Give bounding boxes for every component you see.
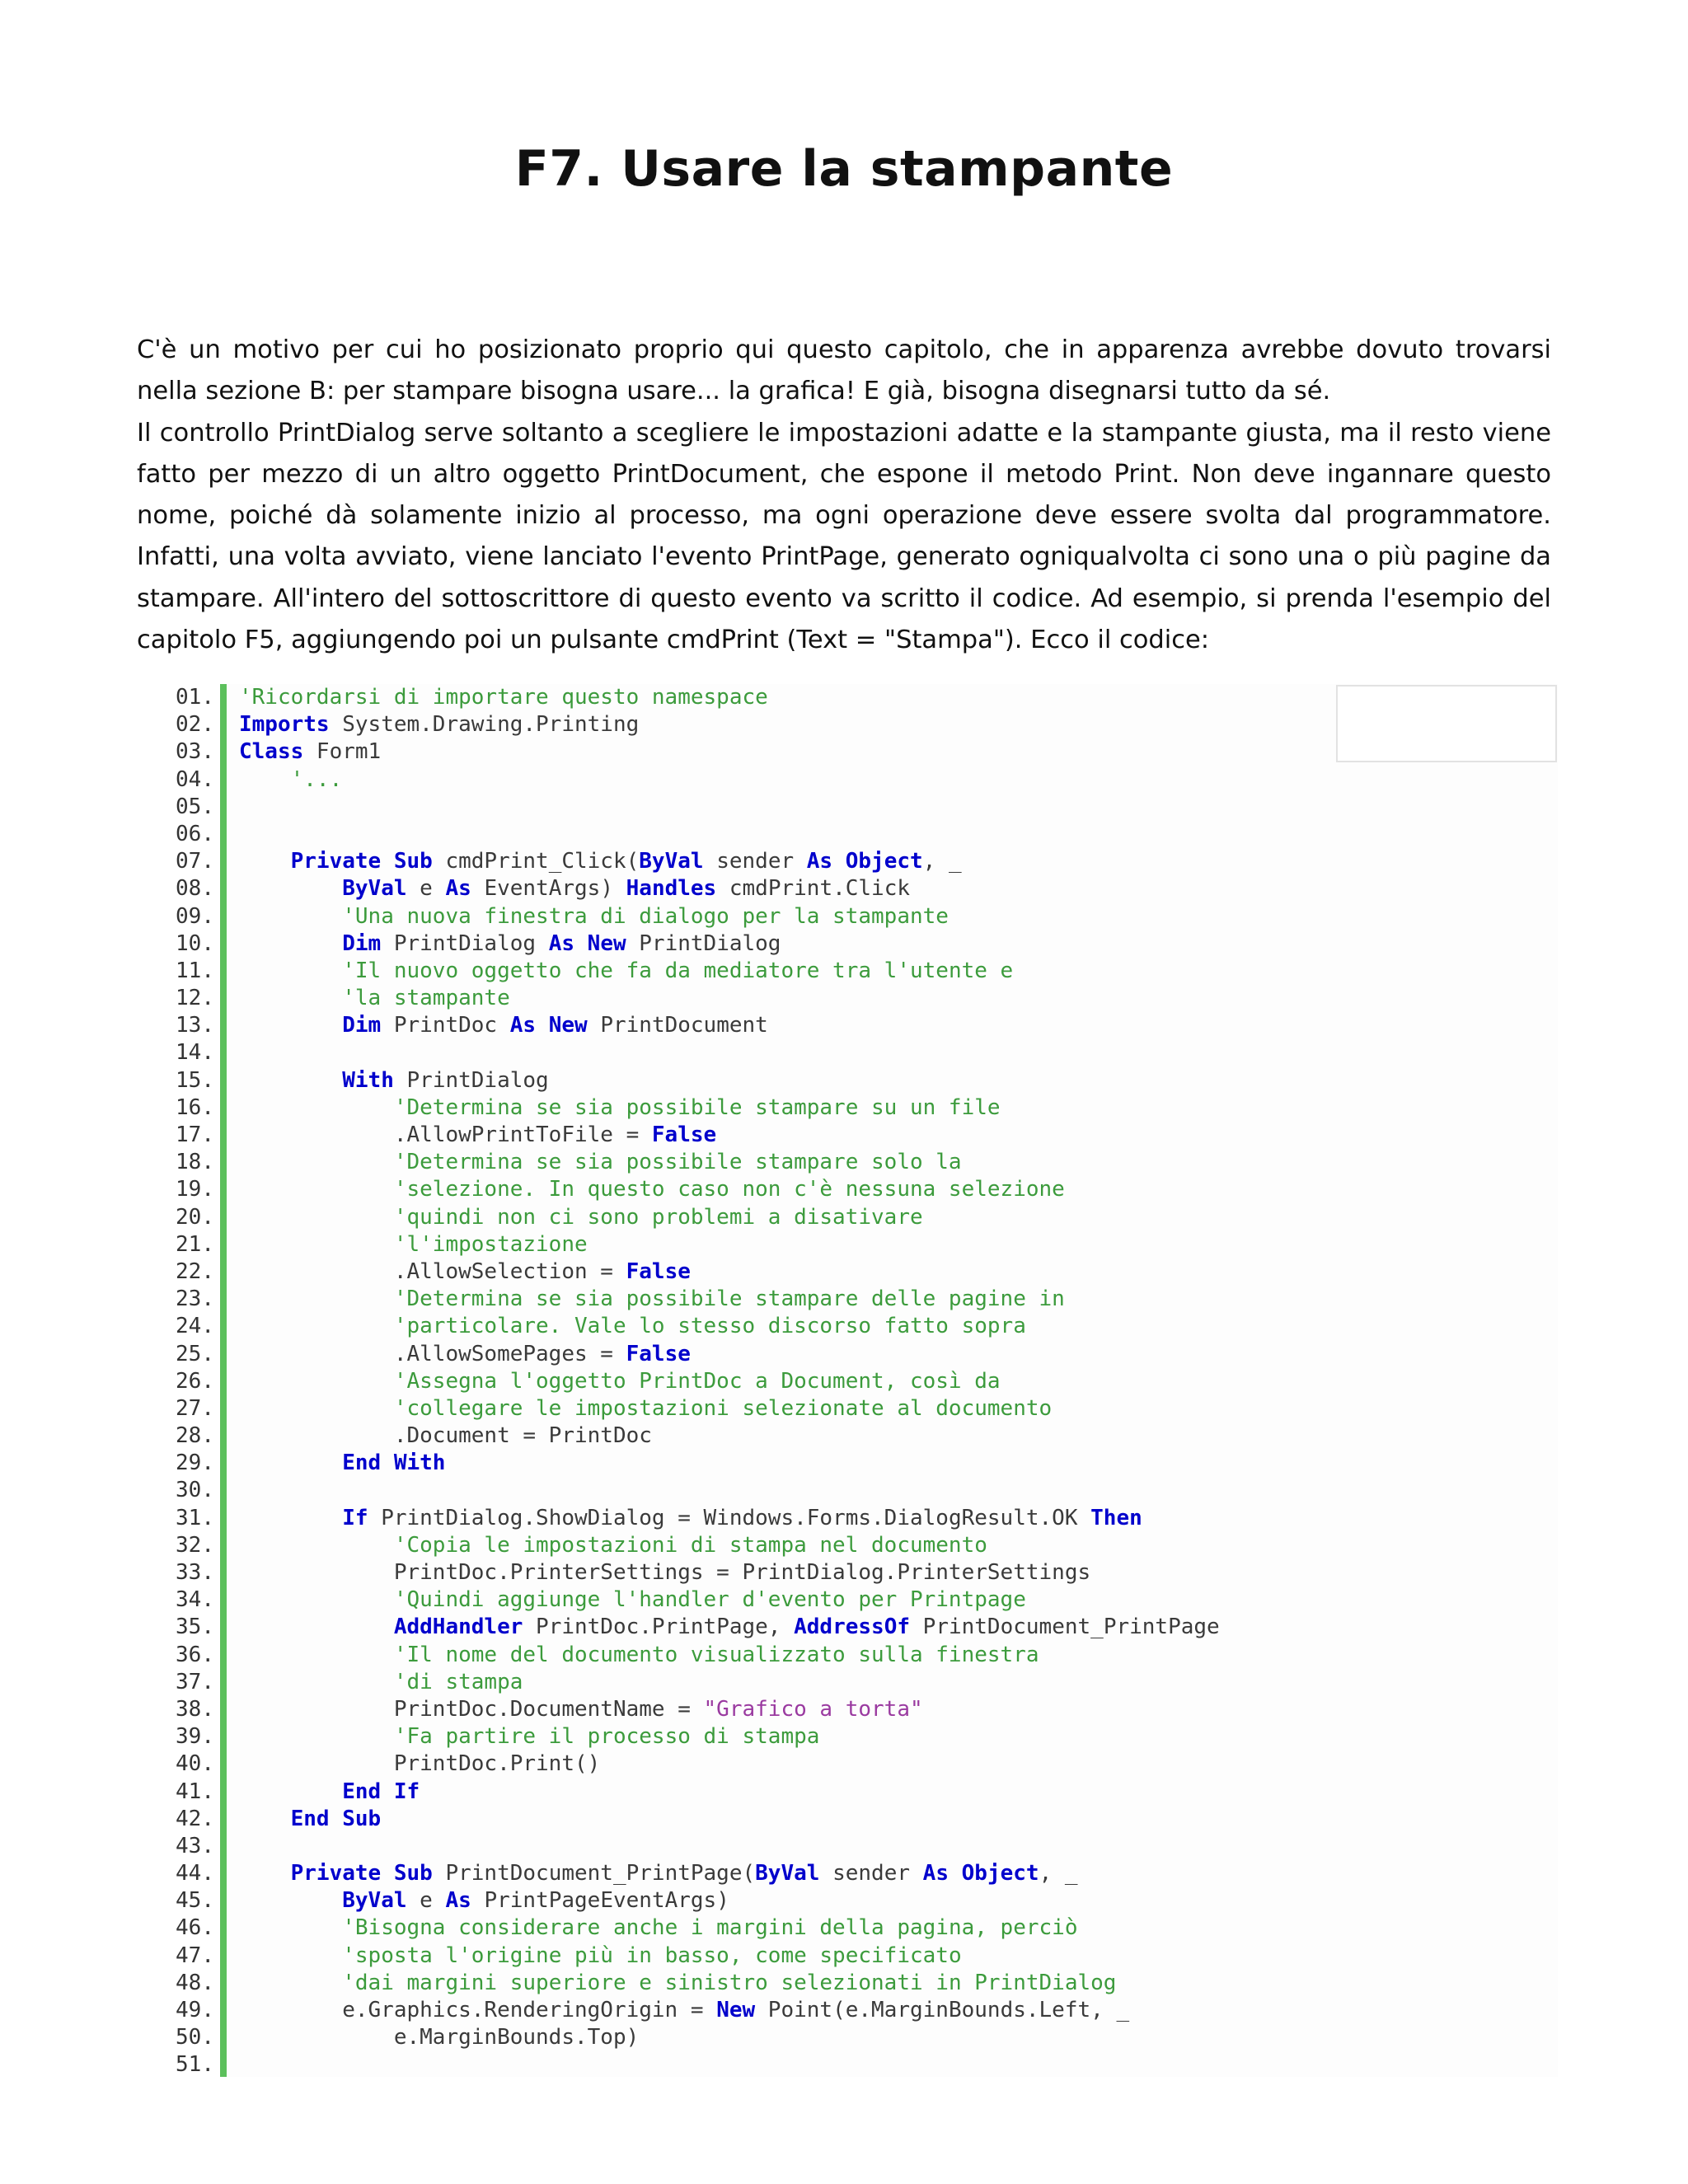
code-source <box>239 875 910 902</box>
code-text: PrintDocument <box>587 1013 768 1038</box>
code-source <box>239 1422 652 1450</box>
line-number: 10. <box>176 930 214 956</box>
code-text: PrintDoc <box>381 1013 510 1038</box>
line-number: 31. <box>176 1505 214 1530</box>
code-text: e <box>406 1888 446 1914</box>
line-number: 47. <box>176 1943 214 1968</box>
code-comment: 'Determina se sia possibile stampare solo la <box>393 1150 962 1175</box>
code-keyword: AddressOf <box>794 1615 911 1640</box>
code-text <box>239 931 342 956</box>
line-number: 14. <box>176 1040 214 1066</box>
code-source <box>239 684 768 711</box>
line-number: 29. <box>176 1451 214 1476</box>
line-number: 38. <box>176 1696 214 1722</box>
code-source <box>239 1559 1090 1586</box>
code-comment: 'Determina se sia possibile stampare su un file <box>393 1094 1001 1120</box>
code-text: PrintDoc.Print() <box>239 1751 601 1777</box>
code-comment: 'Bisogna considerare anche i margini della pagina, perciò <box>342 1915 1078 1941</box>
code-text: PrintDialog <box>626 930 781 956</box>
code-comment: 'l'impostazione <box>393 1231 588 1257</box>
code-keyword: As Object <box>922 1861 1039 1886</box>
code-text <box>239 1915 342 1940</box>
line-number: 13. <box>176 1013 214 1038</box>
line-number: 22. <box>176 1258 214 1284</box>
line-number: 25. <box>176 1341 214 1366</box>
line-number: 37. <box>176 1669 214 1694</box>
code-comment: 'Una nuova finestra di dialogo per la stampante <box>342 903 949 929</box>
code-string: "Grafico a torta" <box>703 1696 923 1722</box>
code-keyword: If <box>342 1505 368 1530</box>
code-keyword: As New <box>509 1013 588 1038</box>
line-number: 03. <box>176 739 214 765</box>
line-number: 18. <box>176 1150 214 1175</box>
line-number: 09. <box>176 903 214 929</box>
code-text <box>239 1205 394 1230</box>
code-comment: 'particolare. Vale lo stesso discorso fatto sopra <box>393 1314 1026 1339</box>
code-source <box>239 848 962 875</box>
code-text: PrintDialog.ShowDialog = Windows.Forms.DialogResult.OK <box>368 1505 1091 1530</box>
line-number: 21. <box>176 1231 214 1257</box>
code-source <box>239 1094 1001 1122</box>
code-source <box>239 1286 1065 1313</box>
code-source <box>239 1258 691 1286</box>
code-keyword: ByVal <box>755 1861 820 1886</box>
code-text: PrintDoc.DocumentName = <box>239 1696 704 1722</box>
code-text: e.MarginBounds.Top) <box>239 2025 640 2050</box>
code-source <box>239 1450 445 1477</box>
code-text: , _ <box>1039 1861 1078 1886</box>
code-source <box>239 1231 588 1258</box>
line-number: 15. <box>176 1067 214 1093</box>
code-text <box>239 1369 394 1394</box>
code-source <box>239 1176 1065 1203</box>
code-text <box>239 986 342 1010</box>
code-text <box>239 1396 394 1421</box>
code-source <box>239 1313 1026 1340</box>
line-number: 40. <box>176 1751 214 1777</box>
code-gutter-bar <box>220 684 227 2077</box>
code-text: PrintDocument_PrintPage( <box>432 1861 756 1886</box>
code-source <box>239 1067 549 1094</box>
code-comment: 'selezione. In questo caso non c'è nessuna selezione <box>393 1177 1065 1202</box>
code-text <box>239 1095 394 1120</box>
line-number: 32. <box>176 1532 214 1558</box>
code-source <box>239 1586 1026 1614</box>
code-source <box>239 1970 1116 1997</box>
code-source <box>239 766 342 794</box>
code-text <box>239 1670 394 1694</box>
code-text <box>239 1150 394 1174</box>
code-text <box>239 1724 394 1749</box>
code-source <box>239 1669 523 1696</box>
code-text <box>239 1779 342 1804</box>
line-number: 16. <box>176 1094 214 1120</box>
line-number: 44. <box>176 1861 214 1886</box>
code-source <box>239 1779 420 1806</box>
line-number: 19. <box>176 1177 214 1202</box>
code-source <box>239 1122 716 1149</box>
code-comment: 'Fa partire il processo di stampa <box>393 1724 820 1750</box>
code-text: System.Drawing.Printing <box>329 712 640 738</box>
code-text <box>239 1314 394 1338</box>
code-text: .AllowPrintToFile = <box>239 1122 652 1147</box>
code-text: sender <box>819 1861 923 1886</box>
code-keyword: ByVal <box>639 849 704 874</box>
code-source <box>239 930 781 958</box>
line-number: 51. <box>176 2052 214 2078</box>
code-text <box>239 1615 394 1639</box>
code-text <box>239 849 291 874</box>
code-text: PrintDialog <box>393 1067 549 1093</box>
code-keyword: False <box>651 1122 717 1147</box>
code-text: sender <box>703 849 807 874</box>
code-comment: 'di stampa <box>393 1669 523 1694</box>
code-keyword: As Object <box>806 849 923 874</box>
code-text: .AllowSelection = <box>239 1258 626 1284</box>
code-comment: '... <box>290 766 343 792</box>
code-text: .Document = PrintDoc <box>239 1423 652 1449</box>
code-keyword: With <box>342 1067 394 1093</box>
code-text: cmdPrint_Click( <box>432 849 640 874</box>
code-keyword: Private Sub <box>290 1861 433 1886</box>
code-text: Point(e.MarginBounds.Left, _ <box>755 1998 1130 2022</box>
code-text <box>239 1286 394 1311</box>
code-source <box>239 1887 729 1915</box>
code-keyword: Dim <box>342 930 382 956</box>
line-number: 12. <box>176 986 214 1011</box>
line-number: 50. <box>176 2025 214 2050</box>
code-comment: 'quindi non ci sono problemi a disativare <box>393 1204 923 1230</box>
line-number: 06. <box>176 821 214 846</box>
code-text <box>239 1643 394 1667</box>
code-text <box>239 1587 394 1612</box>
code-text <box>239 1943 342 1968</box>
line-number: 35. <box>176 1615 214 1640</box>
line-number: 20. <box>176 1204 214 1230</box>
code-source <box>239 1614 1220 1641</box>
code-text <box>239 1533 394 1558</box>
code-text <box>239 767 291 792</box>
code-comment: 'Assegna l'oggetto PrintDoc a Document, così da <box>393 1368 1001 1394</box>
code-text <box>239 1451 342 1475</box>
code-source <box>239 1149 962 1176</box>
line-number: 45. <box>176 1888 214 1914</box>
intro-paragraph-1: C'è un motivo per cui ho posizionato proprio qui questo capitolo, che in apparenza avrebbe dovuto trovarsi nella sezione B: per stampare bisogna usare... la grafica! E già, bisogna disegnarsi tutto da sé. <box>137 335 1551 406</box>
line-number: 46. <box>176 1915 214 1941</box>
code-source <box>239 1368 1001 1395</box>
code-source <box>239 1505 1142 1532</box>
code-keyword: Imports <box>239 712 330 738</box>
code-keyword: Handles <box>626 876 717 902</box>
code-source <box>239 1860 1078 1887</box>
code-keyword: Dim <box>342 1013 382 1038</box>
code-comment: 'Il nuovo oggetto che fa da mediatore tra l'utente e <box>342 958 1014 983</box>
code-source <box>239 1012 768 1039</box>
line-number: 07. <box>176 849 214 874</box>
code-keyword: ByVal <box>342 876 407 902</box>
code-keyword: False <box>626 1258 691 1284</box>
line-number: 24. <box>176 1314 214 1339</box>
code-text <box>239 1888 342 1913</box>
line-number: 02. <box>176 712 214 738</box>
line-number: 23. <box>176 1286 214 1312</box>
code-keyword: As <box>445 876 471 902</box>
code-text: cmdPrint.Click <box>716 876 911 902</box>
code-comment: 'la stampante <box>342 986 510 1011</box>
line-number: 17. <box>176 1122 214 1147</box>
code-text <box>239 1971 342 1995</box>
code-source <box>239 958 1013 985</box>
code-comment: 'Il nome del documento visualizzato sulla finestra <box>393 1642 1039 1667</box>
code-text: PrintPageEventArgs) <box>471 1888 729 1914</box>
code-source <box>239 903 949 930</box>
page-title: F7. Usare la stampante <box>514 140 1174 198</box>
code-text: PrintDialog <box>381 930 549 956</box>
code-text <box>239 1013 342 1038</box>
code-text <box>239 1506 342 1530</box>
code-comment: 'Ricordarsi di importare questo namespace <box>239 685 768 710</box>
code-comment: 'sposta l'origine più in basso, come specificato <box>342 1943 962 1968</box>
code-keyword: As <box>445 1888 471 1914</box>
line-number: 01. <box>176 685 214 710</box>
code-text <box>239 876 342 901</box>
code-text: PrintDoc.PrintPage, <box>523 1615 795 1640</box>
code-comment: 'Quindi aggiunge l'handler d'evento per Printpage <box>393 1587 1026 1613</box>
code-keyword: Then <box>1090 1505 1142 1530</box>
code-source <box>239 1806 381 1833</box>
code-text <box>239 1177 394 1202</box>
code-text: Form1 <box>303 739 382 765</box>
code-keyword: New <box>716 1998 756 2022</box>
code-comment: 'collegare le impostazioni selezionate al documento <box>393 1395 1053 1421</box>
code-keyword: Private Sub <box>290 849 433 874</box>
code-listing <box>132 684 1558 2077</box>
code-keyword: End With <box>342 1451 446 1476</box>
line-number: 05. <box>176 794 214 819</box>
code-text: PrintDoc.PrinterSettings = PrintDialog.PrinterSettings <box>239 1560 1091 1585</box>
code-source <box>239 1204 923 1231</box>
line-number: 28. <box>176 1423 214 1449</box>
code-text <box>239 1861 291 1886</box>
code-text: PrintDocument_PrintPage <box>910 1615 1220 1640</box>
code-source <box>239 1696 923 1723</box>
code-source <box>239 711 639 738</box>
code-text: EventArgs) <box>471 876 626 902</box>
code-keyword: As New <box>548 930 626 956</box>
code-keyword: End If <box>342 1779 420 1804</box>
code-source <box>239 1642 1039 1669</box>
code-comment: 'dai margini superiore e sinistro selezionati in PrintDialog <box>342 1970 1117 1995</box>
code-keyword: ByVal <box>342 1888 407 1914</box>
code-source <box>239 1723 819 1750</box>
line-number: 34. <box>176 1587 214 1613</box>
line-number: 30. <box>176 1478 214 1503</box>
line-number: 04. <box>176 766 214 792</box>
code-comment: 'Copia le impostazioni di stampa nel documento <box>393 1532 987 1558</box>
code-text <box>239 1807 291 1831</box>
code-text: e.Graphics.RenderingOrigin = <box>239 1998 717 2022</box>
line-number: 41. <box>176 1779 214 1804</box>
code-source <box>239 1532 987 1559</box>
code-text <box>239 1068 342 1093</box>
code-source <box>239 1750 600 1778</box>
code-text: e <box>406 876 446 902</box>
line-number: 43. <box>176 1833 214 1858</box>
line-number: 42. <box>176 1806 214 1831</box>
intro-paragraph-2: Il controllo PrintDialog serve soltanto a scegliere le impostazioni adatte e la stampante giusta, ma il resto viene fatto per mezzo di un altro oggetto PrintDocument, che espone il metodo Print. Non deve ingannare questo nome, poiché dà solamente inizio al processo, ma ogni operazione deve essere svolta dal programmatore. Infatti, una volta avviato, viene lanciato l'evento PrintPage, generato ogniqualvolta ci sono una o più pagine da stampare. All'intero del sottoscrittore di questo evento va scritto il codice. Ad esempio, si prenda l'esempio del capitolo F5, aggiungendo poi un pulsante cmdPrint (Text = "Stampa"). Ecco il codice: <box>137 418 1551 655</box>
line-number: 08. <box>176 876 214 902</box>
code-source <box>239 738 381 766</box>
code-keyword: End Sub <box>290 1806 382 1831</box>
line-number: 39. <box>176 1724 214 1750</box>
line-number: 48. <box>176 1970 214 1995</box>
code-source <box>239 1395 1052 1422</box>
code-toolbar-box <box>1336 685 1557 762</box>
line-number: 36. <box>176 1642 214 1667</box>
code-source <box>239 1915 1077 1942</box>
code-text <box>239 958 342 983</box>
code-text <box>239 904 342 929</box>
line-number: 49. <box>176 1998 214 2022</box>
line-number: 26. <box>176 1368 214 1394</box>
code-keyword: AddHandler <box>393 1615 523 1640</box>
intro-text <box>137 330 1551 661</box>
line-number: 33. <box>176 1560 214 1585</box>
line-number: 27. <box>176 1395 214 1421</box>
code-source <box>239 2024 639 2051</box>
code-comment: 'Determina se sia possibile stampare delle pagine in <box>393 1286 1065 1312</box>
code-text: .AllowSomePages = <box>239 1341 626 1366</box>
code-text: , _ <box>922 849 962 874</box>
code-source <box>239 985 510 1012</box>
code-text <box>239 1232 394 1257</box>
code-keyword: False <box>626 1341 691 1366</box>
code-source <box>239 1943 962 1970</box>
code-keyword: Class <box>239 739 304 765</box>
code-source <box>239 1997 1129 2024</box>
line-number: 11. <box>176 958 214 983</box>
code-source <box>239 1341 691 1368</box>
